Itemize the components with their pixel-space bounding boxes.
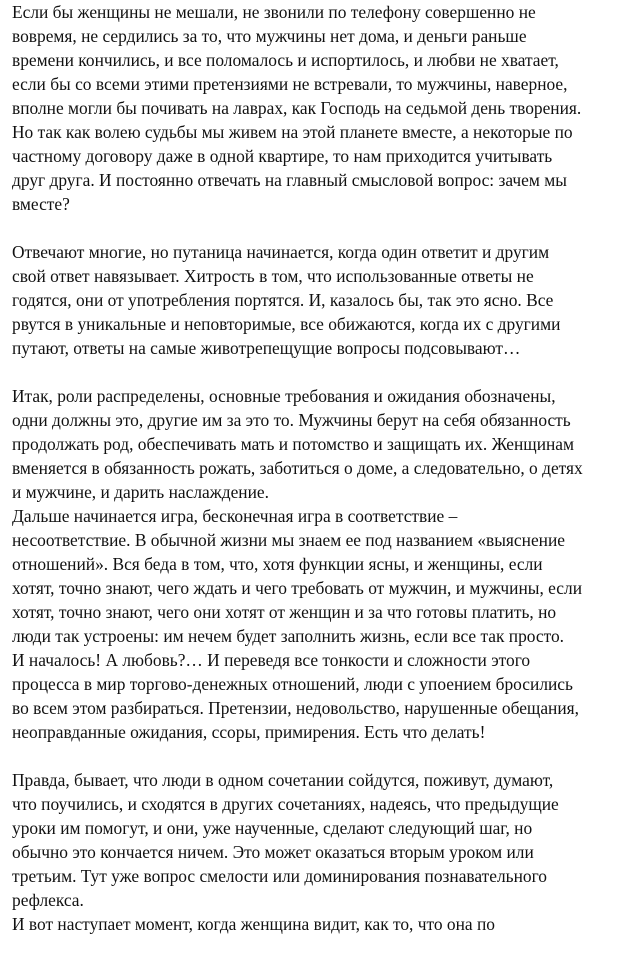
text-line: вменяется в обязанность рожать, заботиться о доме, а следовательно, о детях [12, 458, 583, 478]
text-line: времени кончились, и все поломалось и испортилось, и любви не хватает, [12, 50, 559, 70]
text-line: рвутся в уникальные и неповторимые, все обижаются, когда их с другими [12, 314, 561, 334]
text-line: отношений». Вся беда в том, что, хотя функции ясны, и женщины, если [12, 554, 543, 574]
text-line: свой ответ навязывает. Хитрость в том, что использованные ответы не [12, 266, 534, 286]
text-line: Если бы женщины не мешали, не звонили по телефону совершенно не [12, 2, 536, 22]
text-line: уроки им помогут, и они, уже наученные, сделают следующий шаг, но [12, 818, 533, 838]
text-line: частному договору даже в одной квартире, то нам приходится учитывать [12, 146, 553, 166]
text-line: вполне могли бы почивать на лаврах, как Господь на седьмой день творения. [12, 98, 582, 118]
text-line: люди так устроены: им нечем будет заполнить жизнь, если все так просто. [12, 626, 565, 646]
text-line: Но так как волею судьбы мы живем на этой планете вместе, а некоторые по [12, 122, 573, 142]
text-line: продолжать род, обеспечивать мать и потомство и защищать их. Женщинам [12, 434, 575, 454]
text-line: Итак, роли распределены, основные требования и ожидания обозначены, [12, 386, 556, 406]
text-line: друг друга. И постоянно отвечать на главный смысловой вопрос: зачем мы [12, 170, 567, 190]
text-line: Дальше начинается игра, бесконечная игра в соответствие – [12, 506, 458, 526]
text-line: Правда, бывает, что люди в одном сочетании сойдутся, поживут, думают, [12, 770, 554, 790]
text-line: и мужчине, и дарить наслаждение. [12, 482, 269, 502]
text-line: что поучились, и сходятся в других сочетаниях, надеясь, что предыдущие [12, 794, 559, 814]
text-line: вместе? [12, 194, 70, 214]
text-line: вовремя, не сердились за то, что мужчины нет дома, и деньги раньше [12, 26, 527, 46]
text-line: одни должны это, другие им за это то. Мужчины берут на себя обязанность [12, 410, 571, 430]
text-line: если бы со всеми этими претензиями не встревали, то мужчины, наверное, [12, 74, 568, 94]
text-line: И вот наступает момент, когда женщина видит, как то, что она по [12, 914, 495, 934]
text-line: процесса в мир торгово-денежных отношений, люди с упоением бросились [12, 674, 573, 694]
text-line: несоответствие. В обычной жизни мы знаем ее под названием «выяснение [12, 530, 565, 550]
text-line: Отвечают многие, но путаница начинается, когда один ответит и другим [12, 242, 550, 262]
text-line: во всем этом разбираться. Претензии, недовольство, нарушенные обещания, [12, 698, 579, 718]
text-line: годятся, они от употребления портятся. И, казалось бы, так это ясно. Все [12, 290, 554, 310]
text-line: неоправданные ожидания, ссоры, примирения. Есть что делать! [12, 722, 486, 742]
text-line: хотят, точно знают, чего они хотят от женщин и за что готовы платить, но [12, 602, 557, 622]
text-line: путают, ответы на самые животрепещущие вопросы подсовывают… [12, 338, 521, 358]
text-line: обычно это кончается ничем. Это может оказаться вторым уроком или [12, 842, 534, 862]
text-line: хотят, точно знают, чего ждать и чего требовать от мужчин, и мужчины, если [12, 578, 583, 598]
text-line: третьим. Тут уже вопрос смелости или доминирования познавательного [12, 866, 547, 886]
text-line: рефлекса. [12, 890, 84, 910]
text-line: И началось! А любовь?… И переведя все тонкости и сложности этого [12, 650, 531, 670]
